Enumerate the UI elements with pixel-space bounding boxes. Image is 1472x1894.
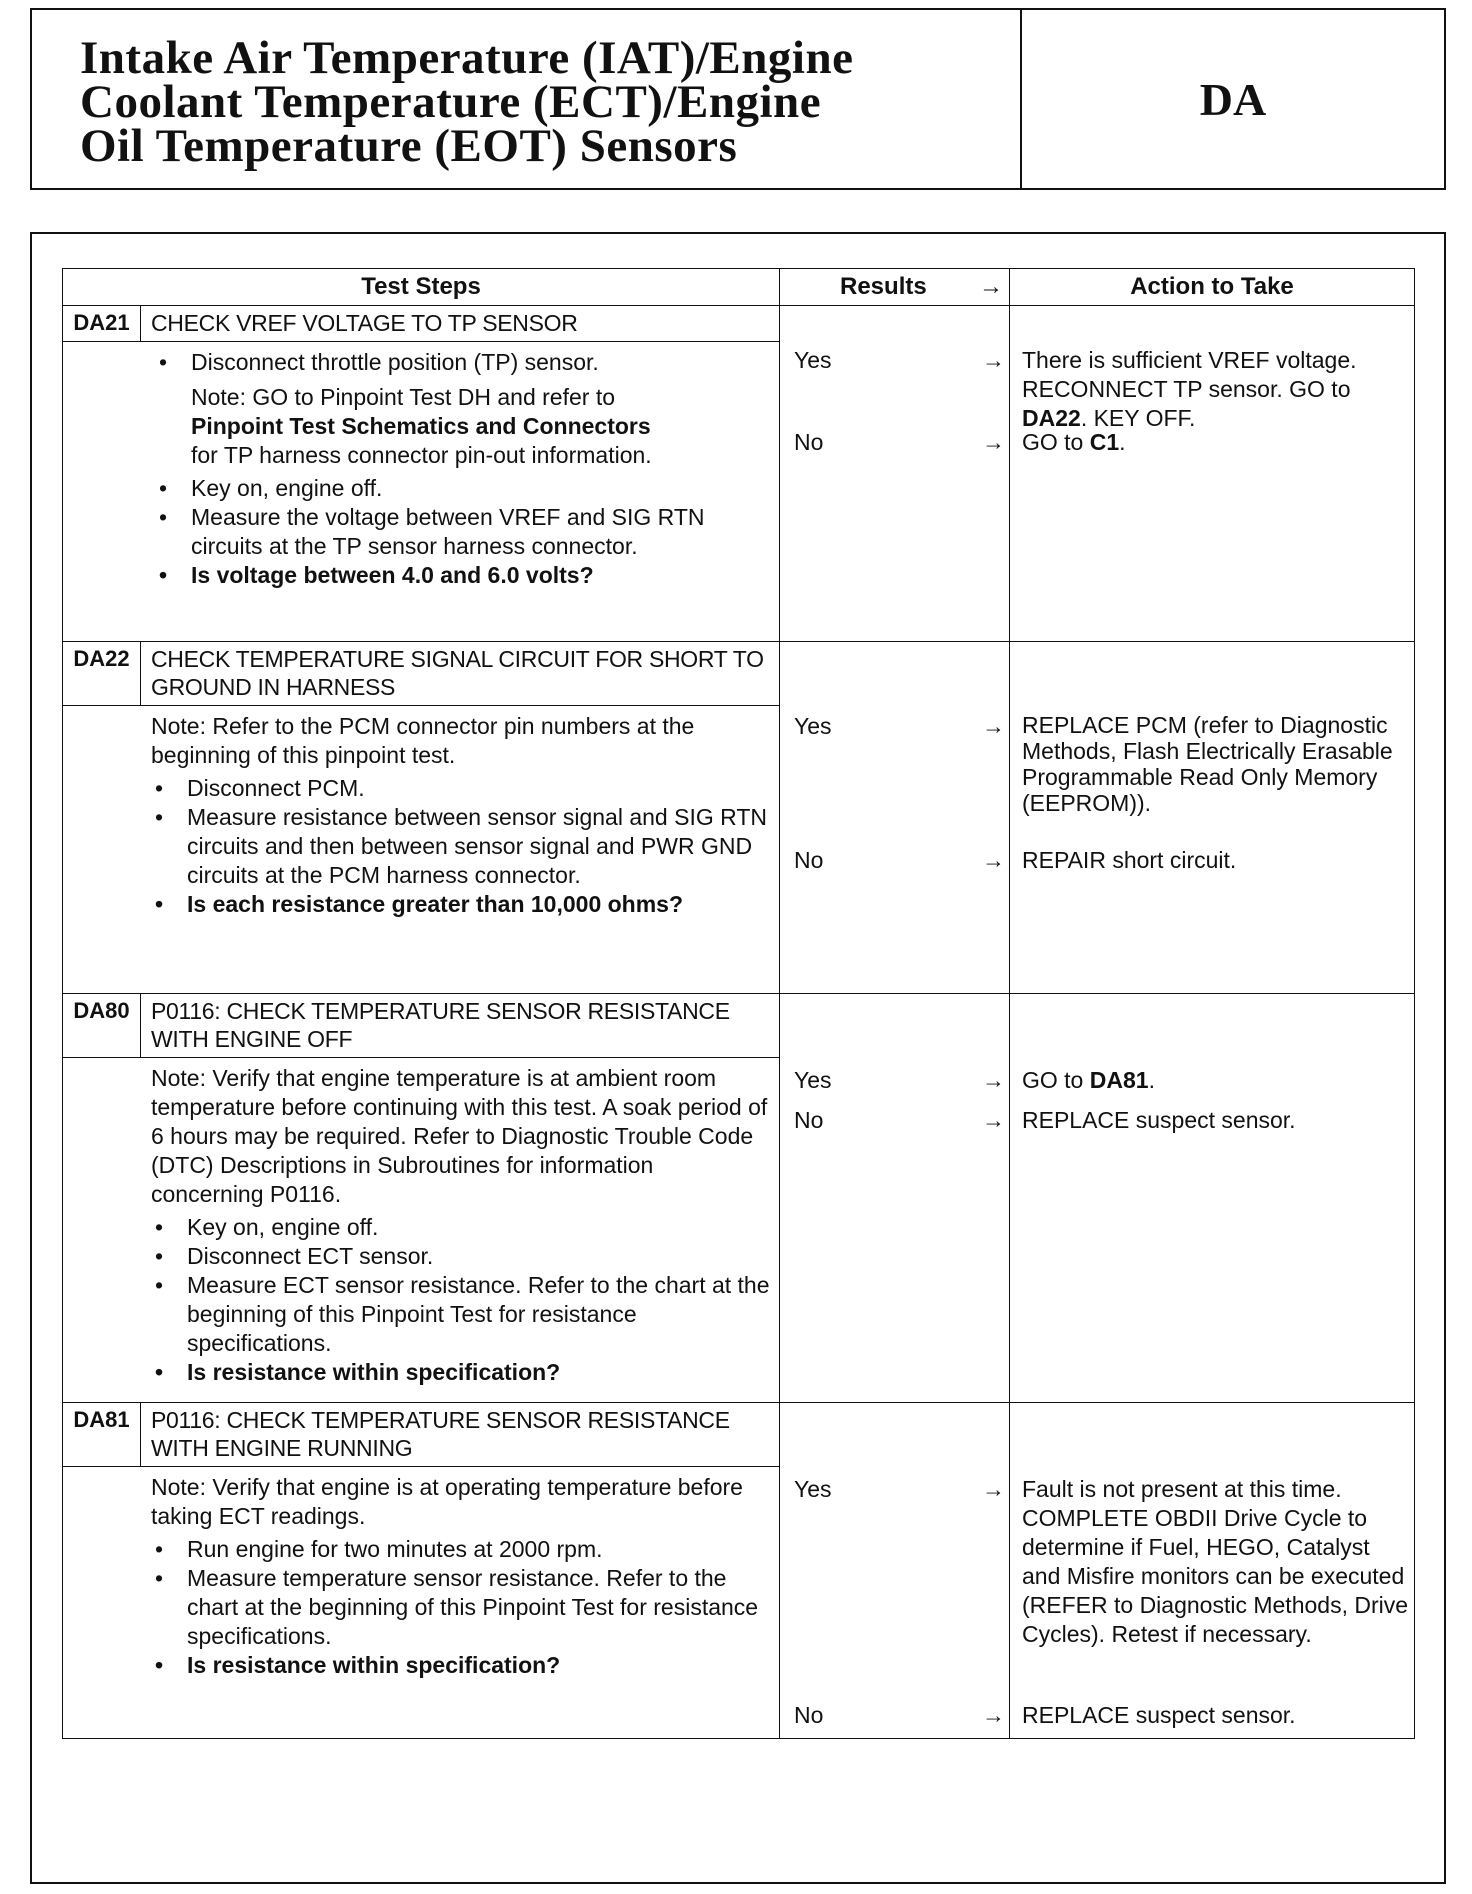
step-row-da21 <box>63 306 1415 342</box>
results-cell: Yes → No → <box>780 994 1010 1403</box>
action-yes: GO to DA81. <box>1022 1067 1155 1093</box>
action-cell <box>1010 306 1415 642</box>
step-bullet: • Measure resistance between sensor signal and SIG RTN circuits and then between sensor signal and PWR GND circuits at the PCM harness connector. <box>145 803 771 890</box>
step-note: Note: Verify that engine temperature is at ambient room temperature before continuing with this test. A soak period of 6 hours may be required. Refer to Diagnostic Trouble Code (DTC) Descriptions in Subroutines for information concerning P0116. <box>151 1065 768 1207</box>
arrow-icon: → <box>982 713 1005 739</box>
title-line: Intake Air Temperature (IAT)/Engine <box>80 32 854 84</box>
table-header-row <box>63 269 1415 306</box>
col-test-steps: Test Steps <box>63 269 780 306</box>
step-bullet: • Key on, engine off. <box>145 1213 771 1242</box>
step-question: • Is each resistance greater than 10,000 ohms? <box>145 890 771 919</box>
col-results <box>780 269 1010 306</box>
action-no: REPLACE suspect sensor. <box>1022 1702 1296 1728</box>
step-question: • Is voltage between 4.0 and 6.0 volts? <box>149 561 771 590</box>
step-id: DA21 <box>63 306 141 342</box>
step-bullet: • Run engine for two minutes at 2000 rpm. <box>145 1535 771 1564</box>
arrow-icon: → <box>982 347 1005 373</box>
title-line: Coolant Temperature (ECT)/Engine <box>80 76 822 128</box>
action-yes: REPLACE PCM (refer to Diagnostic Methods, Flash Electrically Erasable Programmable Read Only Memory (EEPROM)). <box>1022 712 1393 816</box>
arrow-icon: → <box>982 847 1005 873</box>
arrow-icon: → <box>982 1702 1005 1728</box>
title-line: Oil Temperature (EOT) Sensors <box>80 120 738 172</box>
step-bullet: • Measure temperature sensor resistance. Refer to the chart at the beginning of this Pinpoint Test for resistance specifications. <box>145 1564 771 1651</box>
action-cell <box>1010 1403 1415 1739</box>
step-bullet: • Disconnect PCM. <box>145 774 771 803</box>
step-title: CHECK TEMPERATURE SIGNAL CIRCUIT FOR SHORT TO GROUND IN HARNESS <box>141 642 780 706</box>
col-action: Action to Take <box>1010 269 1415 306</box>
step-title: P0116: CHECK TEMPERATURE SENSOR RESISTANCE WITH ENGINE RUNNING <box>141 1403 780 1467</box>
page-header <box>30 8 1446 190</box>
action-yes: Fault is not present at this time. COMPLETE OBDII Drive Cycle to determine if Fuel, HEGO, Catalyst and Misfire monitors can be executed (REFER to Diagnostic Methods, Drive Cycles). Retest if necessary. <box>1022 1476 1409 1647</box>
results-cell: Yes → No → <box>780 642 1010 994</box>
step-bullet: • Disconnect throttle position (TP) sensor. <box>149 348 771 377</box>
action-no: GO to C1. <box>1022 429 1126 455</box>
step-bullet: • Disconnect ECT sensor. <box>145 1242 771 1271</box>
page-title <box>32 10 1022 188</box>
action-cell <box>1010 642 1415 994</box>
step-bullet: • Measure the voltage between VREF and SIG RTN circuits at the TP sensor harness connector. <box>149 503 771 561</box>
step-question: • Is resistance within specification? <box>145 1651 771 1680</box>
action-cell <box>1010 994 1415 1403</box>
step-id: DA81 <box>63 1403 141 1467</box>
action-no: REPAIR short circuit. <box>1022 847 1237 873</box>
step-body <box>63 342 780 642</box>
arrow-icon: → <box>982 1067 1005 1093</box>
step-note: Note: GO to Pinpoint Test DH and refer to Pinpoint Test Schematics and Connectors for TP harness connector pin-out information. <box>191 384 652 468</box>
arrow-icon: → <box>982 1107 1005 1133</box>
step-id: DA80 <box>63 994 141 1058</box>
col-results-label: Results <box>840 273 927 300</box>
results-cell: Yes → No → <box>780 306 1010 642</box>
arrow-icon: → <box>982 1476 1005 1502</box>
step-id: DA22 <box>63 642 141 706</box>
step-bullet: • Key on, engine off. <box>149 474 771 503</box>
step-body <box>63 706 780 994</box>
step-bullet: • Measure ECT sensor resistance. Refer to the chart at the beginning of this Pinpoint Test for resistance specifications. <box>145 1271 771 1358</box>
arrow-icon: → <box>979 273 1003 300</box>
section-code: DA <box>1199 73 1267 125</box>
step-row-da80 <box>63 994 1415 1058</box>
step-title: P0116: CHECK TEMPERATURE SENSOR RESISTANCE WITH ENGINE OFF <box>141 994 780 1058</box>
action-no: REPLACE suspect sensor. <box>1022 1107 1296 1133</box>
arrow-icon: → <box>982 429 1005 455</box>
step-question: • Is resistance within specification? <box>145 1358 771 1387</box>
step-note: Note: Verify that engine is at operating temperature before taking ECT readings. <box>151 1474 743 1529</box>
step-body <box>63 1058 780 1403</box>
step-body <box>63 1467 780 1739</box>
step-row-da22 <box>63 642 1415 706</box>
step-note: Note: Refer to the PCM connector pin numbers at the beginning of this pinpoint test. <box>151 713 695 768</box>
results-cell: Yes → No → <box>780 1403 1010 1739</box>
test-steps-table <box>62 268 1415 1739</box>
step-title: CHECK VREF VOLTAGE TO TP SENSOR <box>141 306 780 342</box>
action-yes: There is sufficient VREF voltage. RECONNECT TP sensor. GO to DA22. KEY OFF. <box>1022 347 1357 431</box>
step-row-da81 <box>63 1403 1415 1467</box>
